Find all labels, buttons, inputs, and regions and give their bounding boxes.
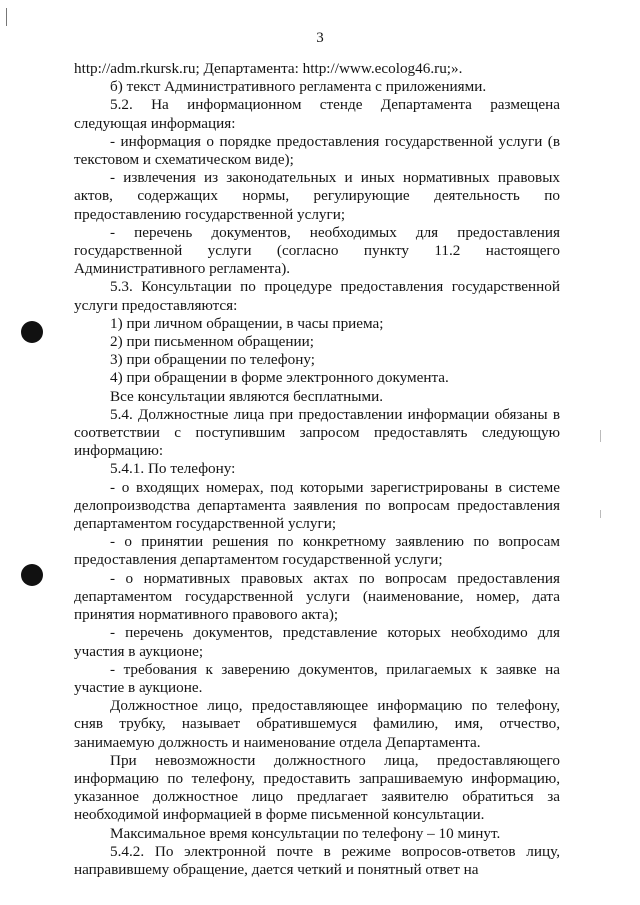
scan-edge-mark [600, 510, 601, 518]
list-item: - перечень документов, представление которых необходимо для участия в аукционе; [74, 624, 560, 660]
paragraph-5-4-1: 5.4.1. По телефону: [110, 460, 236, 478]
list-item: - перечень документов, необходимых для предоставления государственной услуги (согласно пункту 11.2 настоящего Административного регламента). [74, 223, 560, 278]
paragraph-website-links: http://adm.rkursk.ru; Департамента: http://www.ecolog46.ru;». [74, 60, 463, 77]
paragraph-free-consultations: Все консультации являются бесплатными. [110, 387, 384, 405]
paragraph-impossibility: При невозможности должностного лица, предоставляющего информацию по телефону, предоставить запрашиваемую информацию, указанное должностное лицо предлагает заявителю обратиться за необходимой информацией в форме письменной консультации. [74, 751, 560, 824]
paragraph-5-3: 5.3. Консультации по процедуре предоставления государственной услуги предоставляются: [74, 278, 560, 314]
list-item: - о входящих номерах, под которыми зарегистрированы в системе делопроизводства департамента заявления по вопросам предоставления департаментом государственной услуги; [74, 478, 560, 533]
document-body [74, 60, 560, 879]
list-item: - о нормативных правовых актах по вопросам предоставления департаментом государственной услуги (наименование, номер, дата принятия нормативного правового акта); [74, 569, 560, 624]
binder-hole-bottom [21, 564, 43, 586]
paragraph-regulation-text: б) текст Административного регламента с приложениями. [110, 78, 487, 96]
paragraph-5-4-2: 5.4.2. По электронной почте в режиме вопросов-ответов лицу, направившему обращение, дается четкий и понятный ответ на [74, 842, 560, 878]
list-item: - извлечения из законодательных и иных нормативных правовых актов, содержащих нормы, регулирующие деятельность по предоставлению государственной услуги; [74, 169, 560, 223]
binder-hole-top [21, 321, 43, 343]
paragraph-5-2: 5.2. На информационном стенде Департамента размещена следующая информация: [74, 96, 560, 132]
paragraph-5-4: 5.4. Должностные лица при предоставлении информации обязаны в соответствии с поступившим запросом предоставлять следующую информацию: [74, 405, 560, 460]
list-item: - информация о порядке предоставления государственной услуги (в текстовом и схематическом виде); [74, 132, 560, 169]
list-item: - о принятии решения по конкретному заявлению по вопросам предоставления департаментом государственной услуги; [74, 533, 560, 569]
scan-edge-mark [600, 430, 601, 442]
page-number: 3 [316, 30, 324, 46]
scan-edge-mark [6, 8, 7, 26]
list-item: 1) при личном обращении, в часы приема; [110, 314, 384, 332]
list-item: - требования к заверению документов, прилагаемых к заявке на участие в аукционе. [74, 660, 560, 696]
list-item: 2) при письменном обращении; [110, 333, 315, 351]
paragraph-max-time: Максимальное время консультации по телефону – 10 минут. [110, 824, 501, 842]
list-item: 4) при обращении в форме электронного документа. [110, 369, 449, 387]
list-item: 3) при обращении по телефону; [110, 351, 315, 369]
paragraph-official-phone: Должностное лицо, предоставляющее информацию по телефону, сняв трубку, называет обратившемуся фамилию, имя, отчество, занимаемую должность и наименование отдела Департамента. [74, 697, 560, 751]
